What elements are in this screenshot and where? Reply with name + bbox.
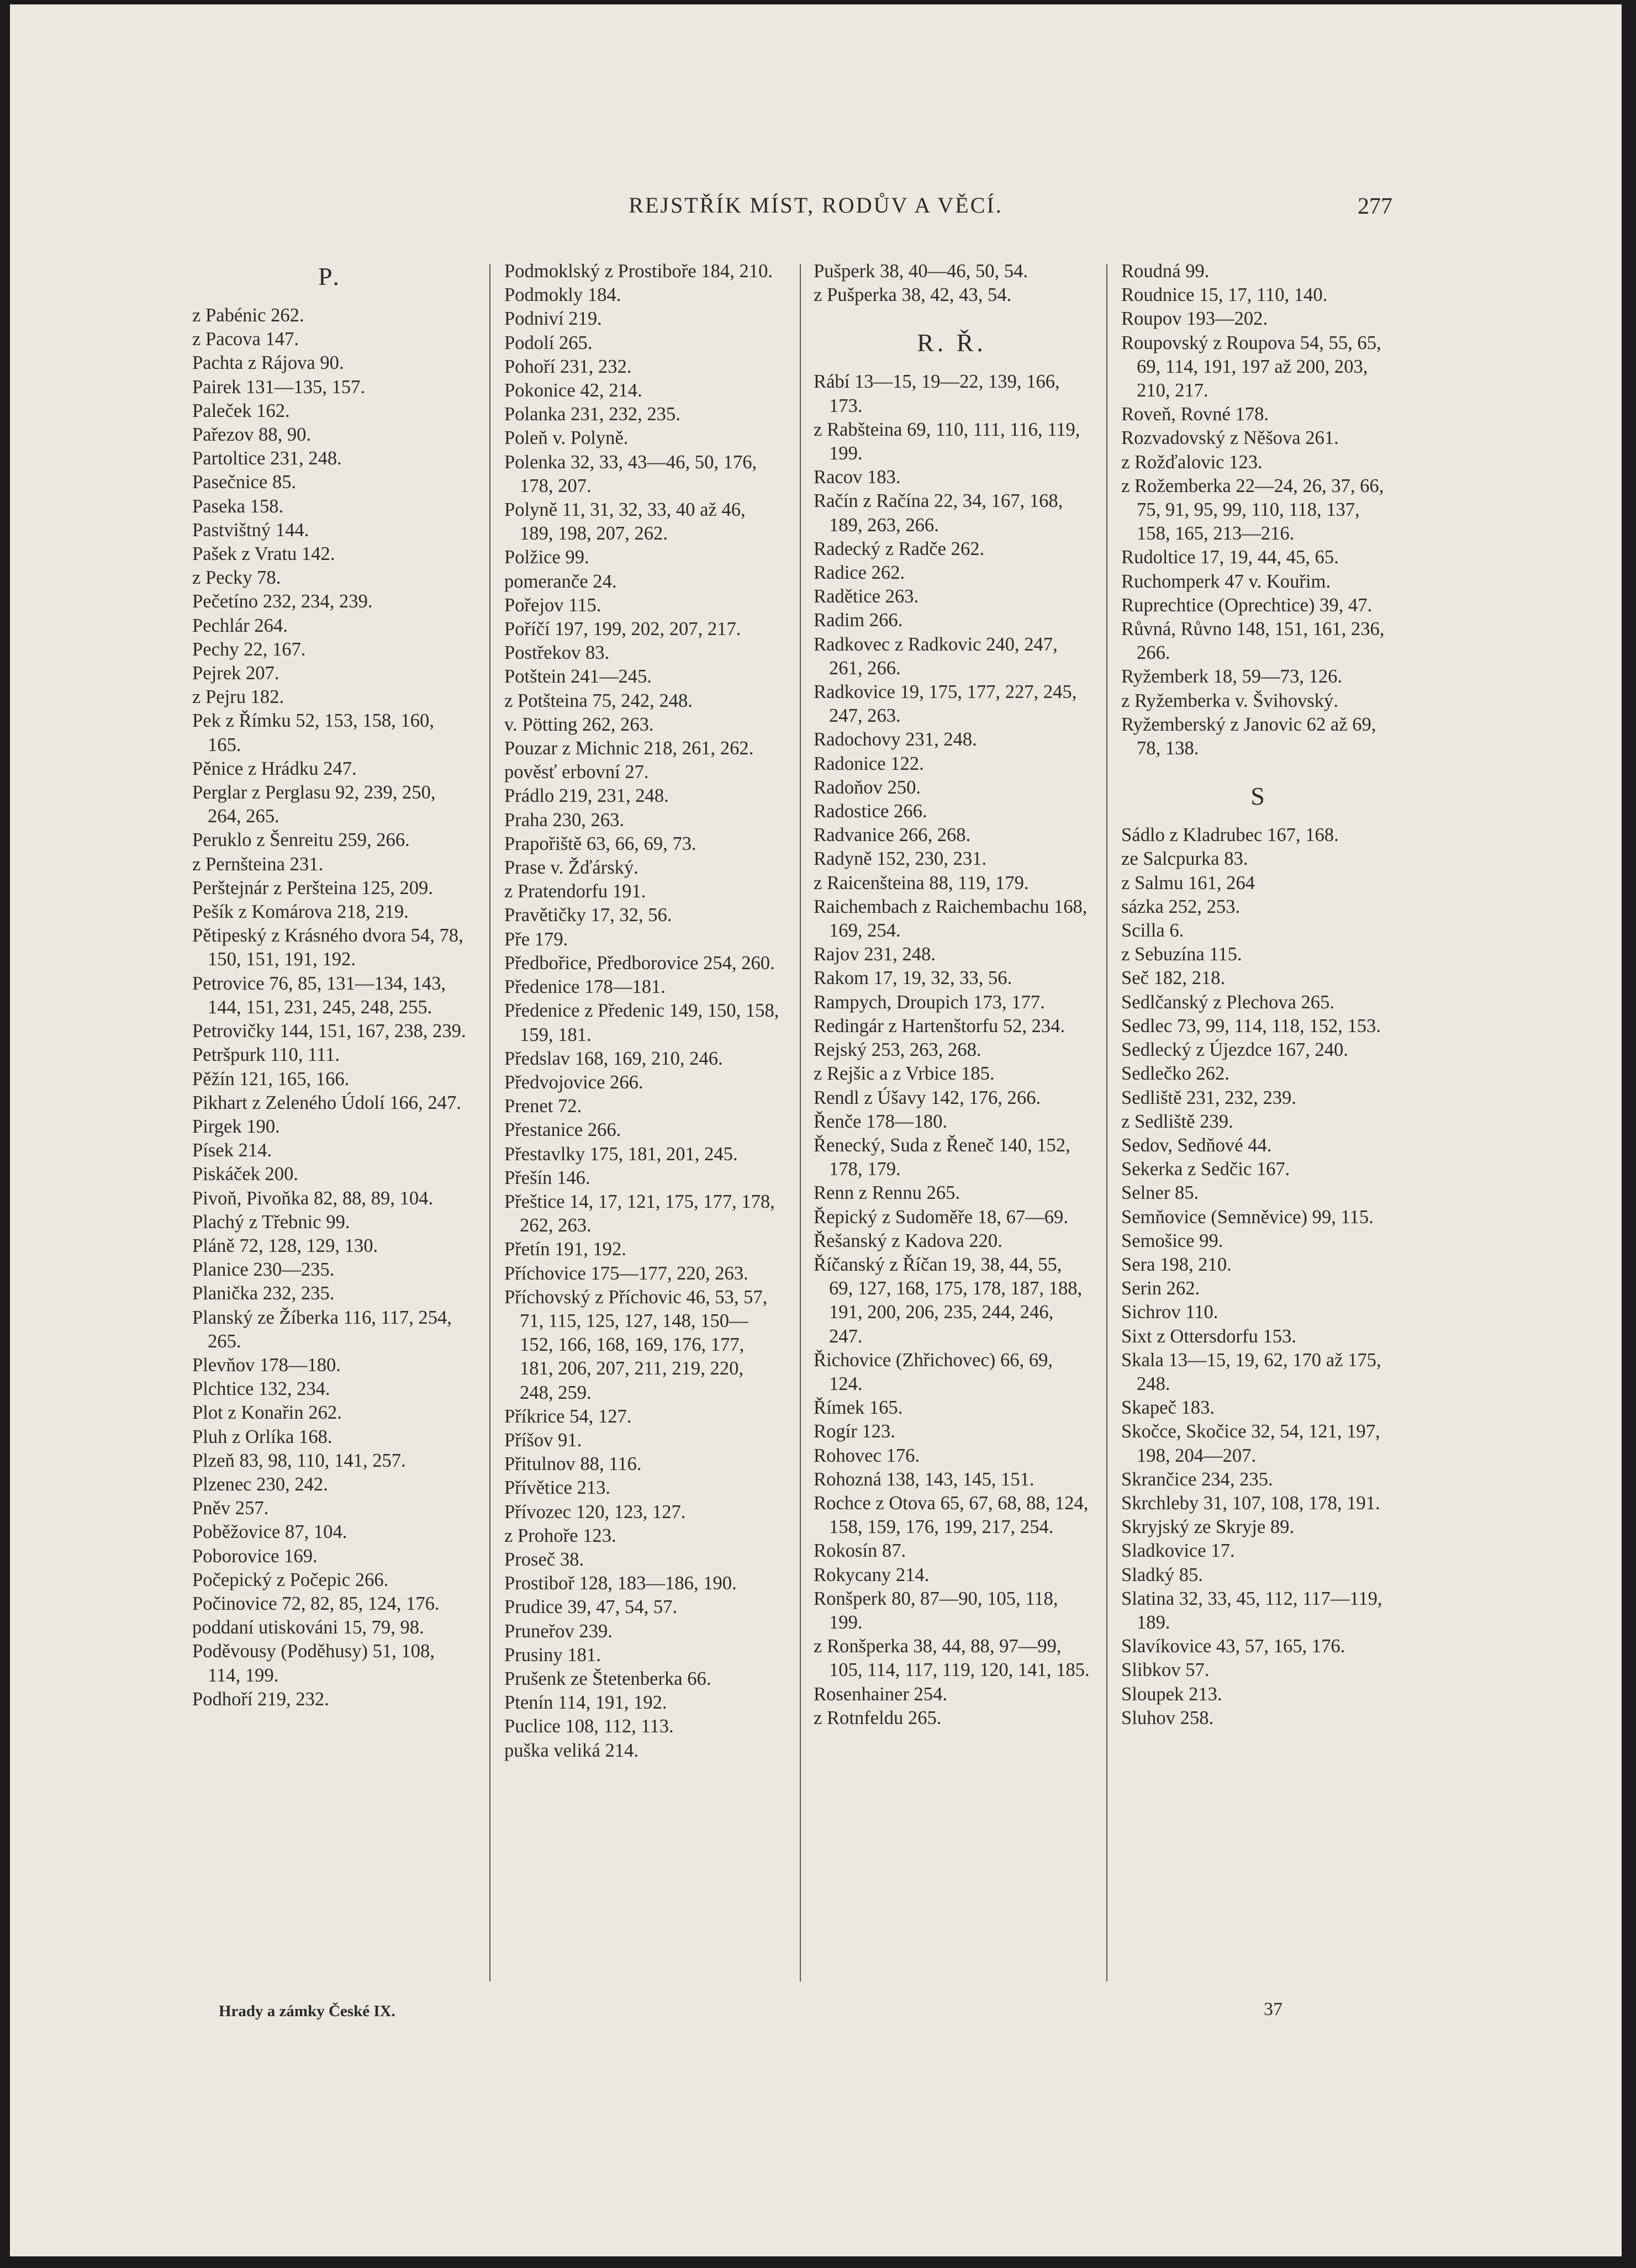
index-entry: Sichrov 110.	[1121, 1302, 1218, 1323]
index-column-4	[1121, 260, 1397, 1730]
index-entry: Předvojovice 266.	[504, 1071, 643, 1093]
index-entry: Poříčí 197, 199, 202, 207, 217.	[504, 618, 741, 640]
index-entry: Prusiny 181.	[504, 1644, 601, 1666]
index-entry: Redingár z Hartenštorfu 52, 234.	[814, 1015, 1065, 1037]
index-entry: Přitulnov 88, 116.	[504, 1453, 642, 1475]
index-entry: Ryžemberk 18, 59—73, 126.	[1121, 666, 1343, 688]
index-entry: Pěžín 121, 165, 166.	[192, 1068, 350, 1090]
index-entry: Ryžemberský z Janovic 62 až 69, 78, 138.	[1121, 713, 1376, 759]
index-entry: Ruprechtice (Oprechtice) 39, 47.	[1121, 594, 1373, 616]
index-entry: Počinovice 72, 82, 85, 124, 176.	[192, 1593, 440, 1614]
index-entry: pověsť erbovní 27.	[504, 762, 649, 783]
index-entry: Pasečnice 85.	[192, 472, 297, 493]
index-entry: Polyně 11, 31, 32, 33, 40 až 46, 189, 198, 207, 262.	[504, 499, 746, 544]
section-heading: R. Ř.	[917, 329, 986, 357]
index-entry: z Pratendorfu 191.	[504, 881, 646, 902]
index-entry: Slatina 32, 33, 45, 112, 117—119, 189.	[1121, 1588, 1382, 1633]
index-entry: Sedlecký z Újezdce 167, 240.	[1121, 1039, 1348, 1061]
index-entry: Pluh z Orlíka 168.	[192, 1426, 333, 1447]
index-entry: Rendl z Úšavy 142, 176, 266.	[814, 1087, 1041, 1108]
index-entry: Ptenín 114, 191, 192.	[504, 1692, 667, 1714]
index-entry: Pešík z Komárova 218, 219.	[192, 901, 409, 923]
index-entry: Roudná 99.	[1121, 261, 1210, 282]
index-entry: Řepický z Sudoměře 18, 67—69.	[814, 1206, 1068, 1228]
index-entry: Sixt z Ottersdorfu 153.	[1121, 1325, 1296, 1347]
index-entry: z Pacova 147.	[192, 329, 299, 350]
index-entry: Puclice 108, 112, 113.	[504, 1716, 674, 1737]
index-entry: Semňovice (Semněvice) 99, 115.	[1121, 1206, 1374, 1228]
index-entry: z Raicenšteina 88, 119, 179.	[814, 872, 1029, 894]
index-entry: Petršpurk 110, 111.	[192, 1044, 340, 1066]
index-entry: Roveň, Rovné 178.	[1121, 404, 1269, 425]
index-entry: poddaní utiskováni 15, 79, 98.	[192, 1617, 424, 1638]
index-entry: Skrančice 234, 235.	[1121, 1468, 1273, 1490]
index-entry: Rosenhainer 254.	[814, 1683, 947, 1705]
index-entry: Pechlár 264.	[192, 615, 288, 636]
index-entry: Polžice 99.	[504, 547, 589, 568]
page-number: 277	[1358, 194, 1392, 219]
index-entry: Potštein 241—245.	[504, 666, 652, 688]
index-entry: Sladkovice 17.	[1121, 1540, 1235, 1562]
index-entry: Radecký z Radče 262.	[814, 538, 985, 559]
index-entry: Sedlečko 262.	[1121, 1063, 1229, 1085]
index-entry: Pořejov 115.	[504, 594, 601, 616]
index-entry: Předbořice, Předborovice 254, 260.	[504, 952, 775, 974]
index-entry: Rampych, Droupich 173, 177.	[814, 991, 1045, 1013]
index-entry: Proseč 38.	[504, 1548, 584, 1570]
index-entry: Pravětičky 17, 32, 56.	[504, 905, 672, 926]
index-entry: Poběžovice 87, 104.	[192, 1521, 347, 1543]
index-entry: Plot z Konařin 262.	[192, 1402, 342, 1424]
index-entry: Přívozec 120, 123, 127.	[504, 1501, 686, 1522]
index-entry: Radonice 122.	[814, 753, 924, 774]
index-entry: sázka 252, 253.	[1121, 896, 1241, 917]
index-entry: Sekerka z Sedčic 167.	[1121, 1159, 1290, 1180]
index-entry: Radice 262.	[814, 562, 905, 584]
index-entry: Radoňov 250.	[814, 776, 921, 798]
index-entry: Plachý z Třebnic 99.	[192, 1211, 350, 1233]
index-entry: Pairek 131—135, 157.	[192, 376, 366, 398]
index-entry: Sluhov 258.	[1121, 1707, 1214, 1728]
index-entry: Rohovec 176.	[814, 1445, 920, 1466]
index-entry: Roupov 193—202.	[1121, 308, 1268, 330]
index-entry: Planský ze Žíberka 116, 117, 254, 265.	[192, 1307, 452, 1352]
index-entry: Řenče 178—180.	[814, 1111, 947, 1132]
index-entry: Slibkov 57.	[1121, 1659, 1210, 1681]
index-entry: Polenka 32, 33, 43—46, 50, 176, 178, 207.	[504, 451, 757, 496]
index-entry: Pouzar z Michnic 218, 261, 262.	[504, 738, 754, 759]
index-entry: ze Salcpurka 83.	[1121, 848, 1248, 870]
index-entry: Skala 13—15, 19, 62, 170 až 175, 248.	[1121, 1349, 1381, 1394]
index-entry: Pašek z Vratu 142.	[192, 543, 335, 565]
index-entry: Pejrek 207.	[192, 663, 279, 684]
index-entry: Pětipeský z Krásného dvora 54, 78, 150, 151, 191, 192.	[192, 925, 463, 970]
index-entry: z Pejru 182.	[192, 686, 284, 708]
index-entry: Plchtice 132, 234.	[192, 1378, 330, 1400]
index-entry: Radochovy 231, 248.	[814, 729, 977, 750]
index-entry: Přívětice 213.	[504, 1477, 611, 1499]
index-entry: Rejský 253, 263, 268.	[814, 1039, 981, 1061]
index-entry: Paseka 158.	[192, 495, 284, 517]
index-column-1	[192, 260, 468, 1711]
index-entry: Rohozná 138, 143, 145, 151.	[814, 1468, 1035, 1490]
index-entry: Příchovice 175—177, 220, 263.	[504, 1262, 748, 1284]
index-entry: Přestavlky 175, 181, 201, 245.	[504, 1143, 738, 1165]
index-entry: Prudice 39, 47, 54, 57.	[504, 1596, 678, 1618]
index-entry: Písek 214.	[192, 1140, 272, 1161]
index-entry: Račín z Račína 22, 34, 167, 168, 189, 263, 266.	[814, 490, 1063, 536]
index-entry: Plzenec 230, 242.	[192, 1473, 328, 1495]
index-entry: pomeranče 24.	[504, 570, 617, 592]
index-entry: Renn z Rennu 265.	[814, 1182, 961, 1204]
index-entry: Pokonice 42, 214.	[504, 380, 642, 401]
index-entry: Předenice z Předenic 149, 150, 158, 159, 181.	[504, 1000, 779, 1045]
index-entry: Radkovec z Radkovic 240, 247, 261, 266.	[814, 633, 1058, 679]
index-entry: Perštejnár z Peršteina 125, 209.	[192, 877, 433, 898]
index-entry: Růvná, Růvno 148, 151, 161, 236, 266.	[1121, 618, 1385, 664]
index-entry: Petrovice 76, 85, 131—134, 143, 144, 151, 231, 245, 248, 255.	[192, 972, 446, 1018]
index-column-3	[814, 260, 1090, 1730]
index-entry: Rochce z Otova 65, 67, 68, 88, 124, 158, 159, 176, 199, 217, 254.	[814, 1492, 1089, 1538]
index-entry: Seč 182, 218.	[1121, 968, 1226, 989]
index-entry: Radkovice 19, 175, 177, 227, 245, 247, 263.	[814, 681, 1077, 727]
index-entry: Předslav 168, 169, 210, 246.	[504, 1048, 723, 1069]
index-entry: Polanka 231, 232, 235.	[504, 404, 680, 425]
index-entry: Řenecký, Suda z Řeneč 140, 152, 178, 179.	[814, 1134, 1070, 1180]
index-entry: Roudnice 15, 17, 110, 140.	[1121, 284, 1328, 306]
index-entry: Petrovičky 144, 151, 167, 238, 239.	[192, 1021, 466, 1042]
index-entry: Radvanice 266, 268.	[814, 824, 971, 846]
index-entry: Poděvousy (Poděhusy) 51, 108, 114, 199.	[192, 1641, 435, 1686]
sheet-number: 37	[1264, 1999, 1283, 2019]
index-entry: Pušperk 38, 40—46, 50, 54.	[814, 261, 1028, 282]
footer-signature: Hrady a zámky České IX.	[219, 2002, 395, 2020]
index-entry: Příchovský z Příchovic 46, 53, 57, 71, 115, 125, 127, 148, 150—152, 166, 168, 169, 176, 177, 181, 206, 207, 211, 219, 220, 248, 259.	[504, 1286, 768, 1403]
index-entry: Paleček 162.	[192, 400, 290, 421]
index-entry: z Pernšteina 231.	[192, 853, 324, 875]
index-entry: Rudoltice 17, 19, 44, 45, 65.	[1121, 547, 1339, 568]
index-entry: Pirgek 190.	[192, 1116, 280, 1137]
index-entry: Rakom 17, 19, 32, 33, 56.	[814, 968, 1012, 989]
index-entry: Prapořiště 63, 66, 69, 73.	[504, 833, 696, 854]
index-entry: Prostiboř 128, 183—186, 190.	[504, 1573, 737, 1594]
index-entry: Příšov 91.	[504, 1429, 582, 1451]
index-entry: Plzeň 83, 98, 110, 141, 257.	[192, 1450, 406, 1471]
index-entry: z Ryžemberka v. Švihovský.	[1121, 690, 1338, 711]
index-entry: z Sedliště 239.	[1121, 1111, 1233, 1132]
index-entry: Slavíkovice 43, 57, 165, 176.	[1121, 1636, 1345, 1657]
index-entry: Racov 183.	[814, 467, 901, 488]
index-entry: Rozvadovský z Něšova 261.	[1121, 427, 1339, 449]
index-entry: Pohoří 231, 232.	[504, 356, 632, 377]
index-entry: Sera 198, 210.	[1121, 1254, 1232, 1275]
index-entry: Pěnice z Hrádku 247.	[192, 758, 357, 779]
index-entry: Pře 179.	[504, 928, 568, 950]
running-header: REJSTŘÍK MÍST, RODŮV A VĚCÍ.	[629, 193, 1003, 218]
index-entry: Piskáček 200.	[192, 1164, 299, 1185]
index-entry: z Sebuzína 115.	[1121, 944, 1242, 965]
index-entry: z Rožďalovic 123.	[1121, 451, 1263, 473]
index-entry: z Pušperka 38, 42, 43, 54.	[814, 284, 1012, 306]
index-entry: Plevňov 178—180.	[192, 1354, 341, 1376]
index-entry: Selner 85.	[1121, 1182, 1199, 1204]
index-entry: Postřekov 83.	[504, 642, 610, 664]
index-entry: Pikhart z Zeleného Údolí 166, 247.	[192, 1092, 461, 1113]
index-entry: Roupovský z Roupova 54, 55, 65, 69, 114, 191, 197 až 200, 203, 210, 217.	[1121, 332, 1381, 401]
index-entry: Římek 165.	[814, 1397, 903, 1419]
index-entry: Sedlčanský z Plechova 265.	[1121, 991, 1335, 1013]
index-entry: Skapeč 183.	[1121, 1397, 1215, 1419]
index-entry: Sloupek 213.	[1121, 1683, 1222, 1705]
index-entry: Rábí 13—15, 19—22, 139, 166, 173.	[814, 371, 1060, 416]
index-entry: Radětice 263.	[814, 586, 919, 607]
index-entry: z Rotnfeldu 265.	[814, 1707, 942, 1728]
index-entry: Ruchomperk 47 v. Kouřim.	[1121, 570, 1331, 592]
index-entry: Prádlo 219, 231, 248.	[504, 785, 669, 807]
index-entry: Přeštice 14, 17, 121, 175, 177, 178, 262, 263.	[504, 1191, 775, 1236]
index-entry: z Potšteina 75, 242, 248.	[504, 690, 693, 711]
index-entry: Prušenk ze Štetenberka 66.	[504, 1668, 711, 1689]
index-entry: Říčanský z Říčan 19, 38, 44, 55, 69, 127, 168, 175, 178, 187, 188, 191, 200, 206, 235, 244, 246, 247.	[814, 1254, 1083, 1347]
index-entry: Semošice 99.	[1121, 1230, 1223, 1251]
index-entry: Radostice 266.	[814, 801, 927, 822]
index-entry: Poleň v. Polyně.	[504, 427, 629, 449]
page	[10, 4, 1622, 2256]
index-entry: z Pabénic 262.	[192, 305, 304, 326]
index-entry: Planička 232, 235.	[192, 1283, 335, 1304]
index-entry: Pachta z Rájova 90.	[192, 352, 344, 374]
index-entry: z Ronšperka 38, 44, 88, 97—99, 105, 114, 117, 119, 120, 141, 185.	[814, 1636, 1090, 1681]
index-entry: Řichovice (Zhřichovec) 66, 69, 124.	[814, 1349, 1053, 1394]
index-entry: Serin 262.	[1121, 1278, 1200, 1299]
index-entry: Podniví 219.	[504, 308, 602, 330]
index-entry: Skrchleby 31, 107, 108, 178, 191.	[1121, 1492, 1380, 1514]
index-entry: Perglar z Perglasu 92, 239, 250, 264, 265.	[192, 782, 436, 827]
index-entry: Planice 230—235.	[192, 1259, 335, 1281]
index-entry: Pivoň, Pivoňka 82, 88, 89, 104.	[192, 1187, 434, 1209]
index-entry: Skryjský ze Skryje 89.	[1121, 1516, 1295, 1538]
index-entry: Rogír 123.	[814, 1421, 895, 1442]
index-entry: Sedliště 231, 232, 239.	[1121, 1087, 1296, 1108]
index-entry: Partoltice 231, 248.	[192, 448, 342, 469]
index-entry: Předenice 178—181.	[504, 976, 666, 998]
index-entry: Rajov 231, 248.	[814, 944, 936, 965]
index-entry: Podmoklský z Prostiboře 184, 210.	[504, 261, 773, 282]
index-entry: Rokosín 87.	[814, 1540, 906, 1562]
column-divider	[489, 264, 490, 1981]
index-entry: Pruneřov 239.	[504, 1620, 613, 1642]
index-entry: Raichembach z Raichembachu 168, 169, 254.	[814, 896, 1088, 942]
column-divider	[1106, 264, 1107, 1981]
index-entry: Sedlec 73, 99, 114, 118, 152, 153.	[1121, 1015, 1381, 1037]
index-entry: Přešín 146.	[504, 1167, 590, 1188]
index-entry: Podhoří 219, 232.	[192, 1688, 329, 1710]
column-divider	[800, 264, 801, 1981]
index-entry: z Rabšteina 69, 110, 111, 116, 119, 199.	[814, 419, 1080, 464]
index-entry: Příkrice 54, 127.	[504, 1405, 632, 1427]
index-entry: Skočce, Skočice 32, 54, 121, 197, 198, 204—207.	[1121, 1421, 1380, 1466]
index-entry: Scilla 6.	[1121, 920, 1184, 942]
index-entry: z Rejšic a z Vrbice 185.	[814, 1063, 995, 1085]
section-heading: S	[1250, 782, 1268, 811]
index-entry: Praha 230, 263.	[504, 809, 625, 831]
index-entry: Pněv 257.	[192, 1498, 269, 1519]
index-entry: Peruklo z Šenreitu 259, 266.	[192, 829, 410, 851]
index-entry: Přetín 191, 192.	[504, 1239, 626, 1260]
index-entry: Pláně 72, 128, 129, 130.	[192, 1235, 378, 1256]
index-entry: Přestanice 266.	[504, 1119, 621, 1141]
index-entry: Pečetíno 232, 234, 239.	[192, 591, 373, 612]
index-entry: Prase v. Žďárský.	[504, 857, 638, 879]
index-entry: Radyně 152, 230, 231.	[814, 848, 987, 870]
index-entry: Prenet 72.	[504, 1096, 582, 1117]
index-entry: Sedov, Sedňové 44.	[1121, 1134, 1272, 1156]
index-entry: Pek z Římku 52, 153, 158, 160, 165.	[192, 710, 434, 755]
index-entry: Podolí 265.	[504, 332, 593, 353]
index-entry: Pařezov 88, 90.	[192, 424, 312, 446]
index-entry: Řešanský z Kadova 220.	[814, 1230, 1002, 1251]
index-entry: Ronšperk 80, 87—90, 105, 118, 199.	[814, 1588, 1058, 1633]
index-entry: z Prohoře 123.	[504, 1525, 616, 1546]
index-entry: Poborovice 169.	[192, 1545, 318, 1567]
index-entry: puška veliká 214.	[504, 1740, 638, 1761]
index-entry: Počepický z Počepic 266.	[192, 1569, 389, 1590]
index-column-2	[504, 260, 780, 1763]
index-entry: z Rožemberka 22—24, 26, 37, 66, 75, 91, 95, 99, 110, 118, 137, 158, 165, 213—216.	[1121, 475, 1384, 544]
index-entry: Rokycany 214.	[814, 1564, 930, 1585]
index-entry: z Salmu 161, 264	[1121, 872, 1255, 894]
section-heading: P.	[318, 262, 342, 290]
index-entry: Podmokly 184.	[504, 284, 621, 306]
index-entry: Sladký 85.	[1121, 1564, 1203, 1585]
index-entry: Pechy 22, 167.	[192, 638, 306, 660]
index-entry: Sádlo z Kladrubec 167, 168.	[1121, 824, 1339, 846]
index-entry: v. Pötting 262, 263.	[504, 713, 654, 735]
index-entry: Radim 266.	[814, 610, 903, 631]
index-entry: z Pecky 78.	[192, 567, 281, 589]
index-entry: Pastvištný 144.	[192, 519, 309, 541]
